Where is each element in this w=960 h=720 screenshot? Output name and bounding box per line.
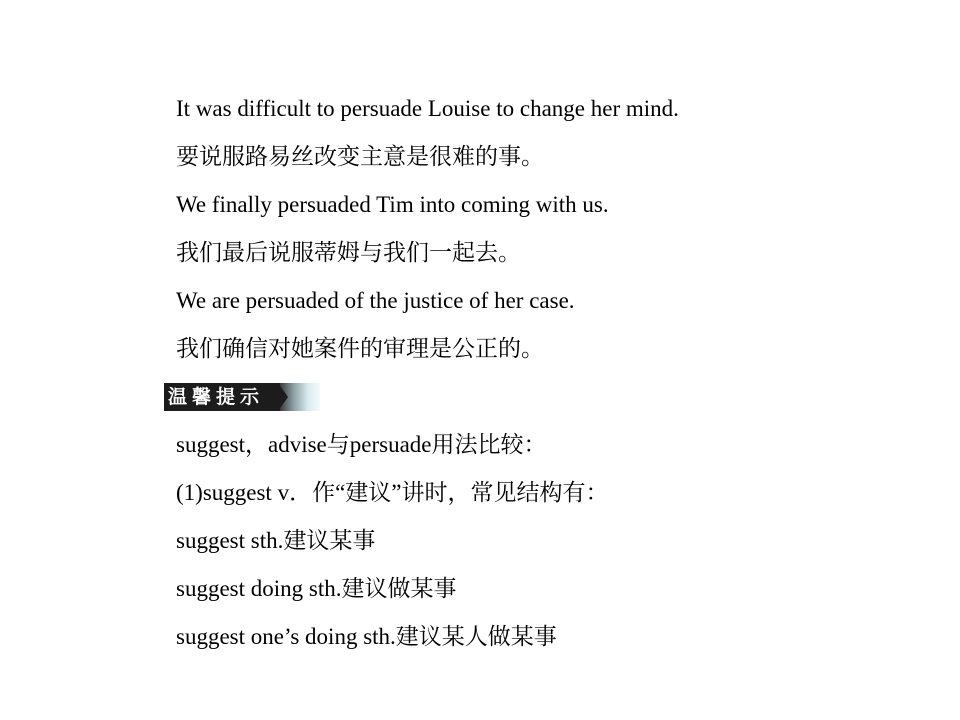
usage-pattern-3: suggest one’s doing sth.建议某人做某事 — [176, 624, 557, 649]
example-sentence-en-1: It was difficult to persuade Louise to change her mind. — [176, 96, 679, 121]
example-sentence-en-3: We are persuaded of the justice of her case. — [176, 288, 575, 313]
example-sentence-zh-2: 我们最后说服蒂姆与我们一起去。 — [176, 240, 521, 265]
usage-comparison-heading: suggest，advise与persuade用法比较： — [176, 432, 547, 457]
usage-note-suggest-intro: (1)suggest v．作“建议”讲时，常见结构有： — [176, 480, 609, 505]
example-sentence-zh-3: 我们确信对她案件的审理是公正的。 — [176, 336, 544, 361]
example-sentence-en-2: We finally persuaded Tim into coming with us. — [176, 192, 609, 217]
usage-pattern-2: suggest doing sth.建议做某事 — [176, 576, 457, 601]
tip-banner-label: 温馨提示 — [168, 386, 265, 408]
tip-banner — [164, 383, 320, 411]
usage-pattern-1: suggest sth.建议某事 — [176, 528, 376, 553]
tip-banner-arrow — [278, 383, 288, 411]
example-sentence-zh-1: 要说服路易丝改变主意是很难的事。 — [176, 144, 544, 169]
